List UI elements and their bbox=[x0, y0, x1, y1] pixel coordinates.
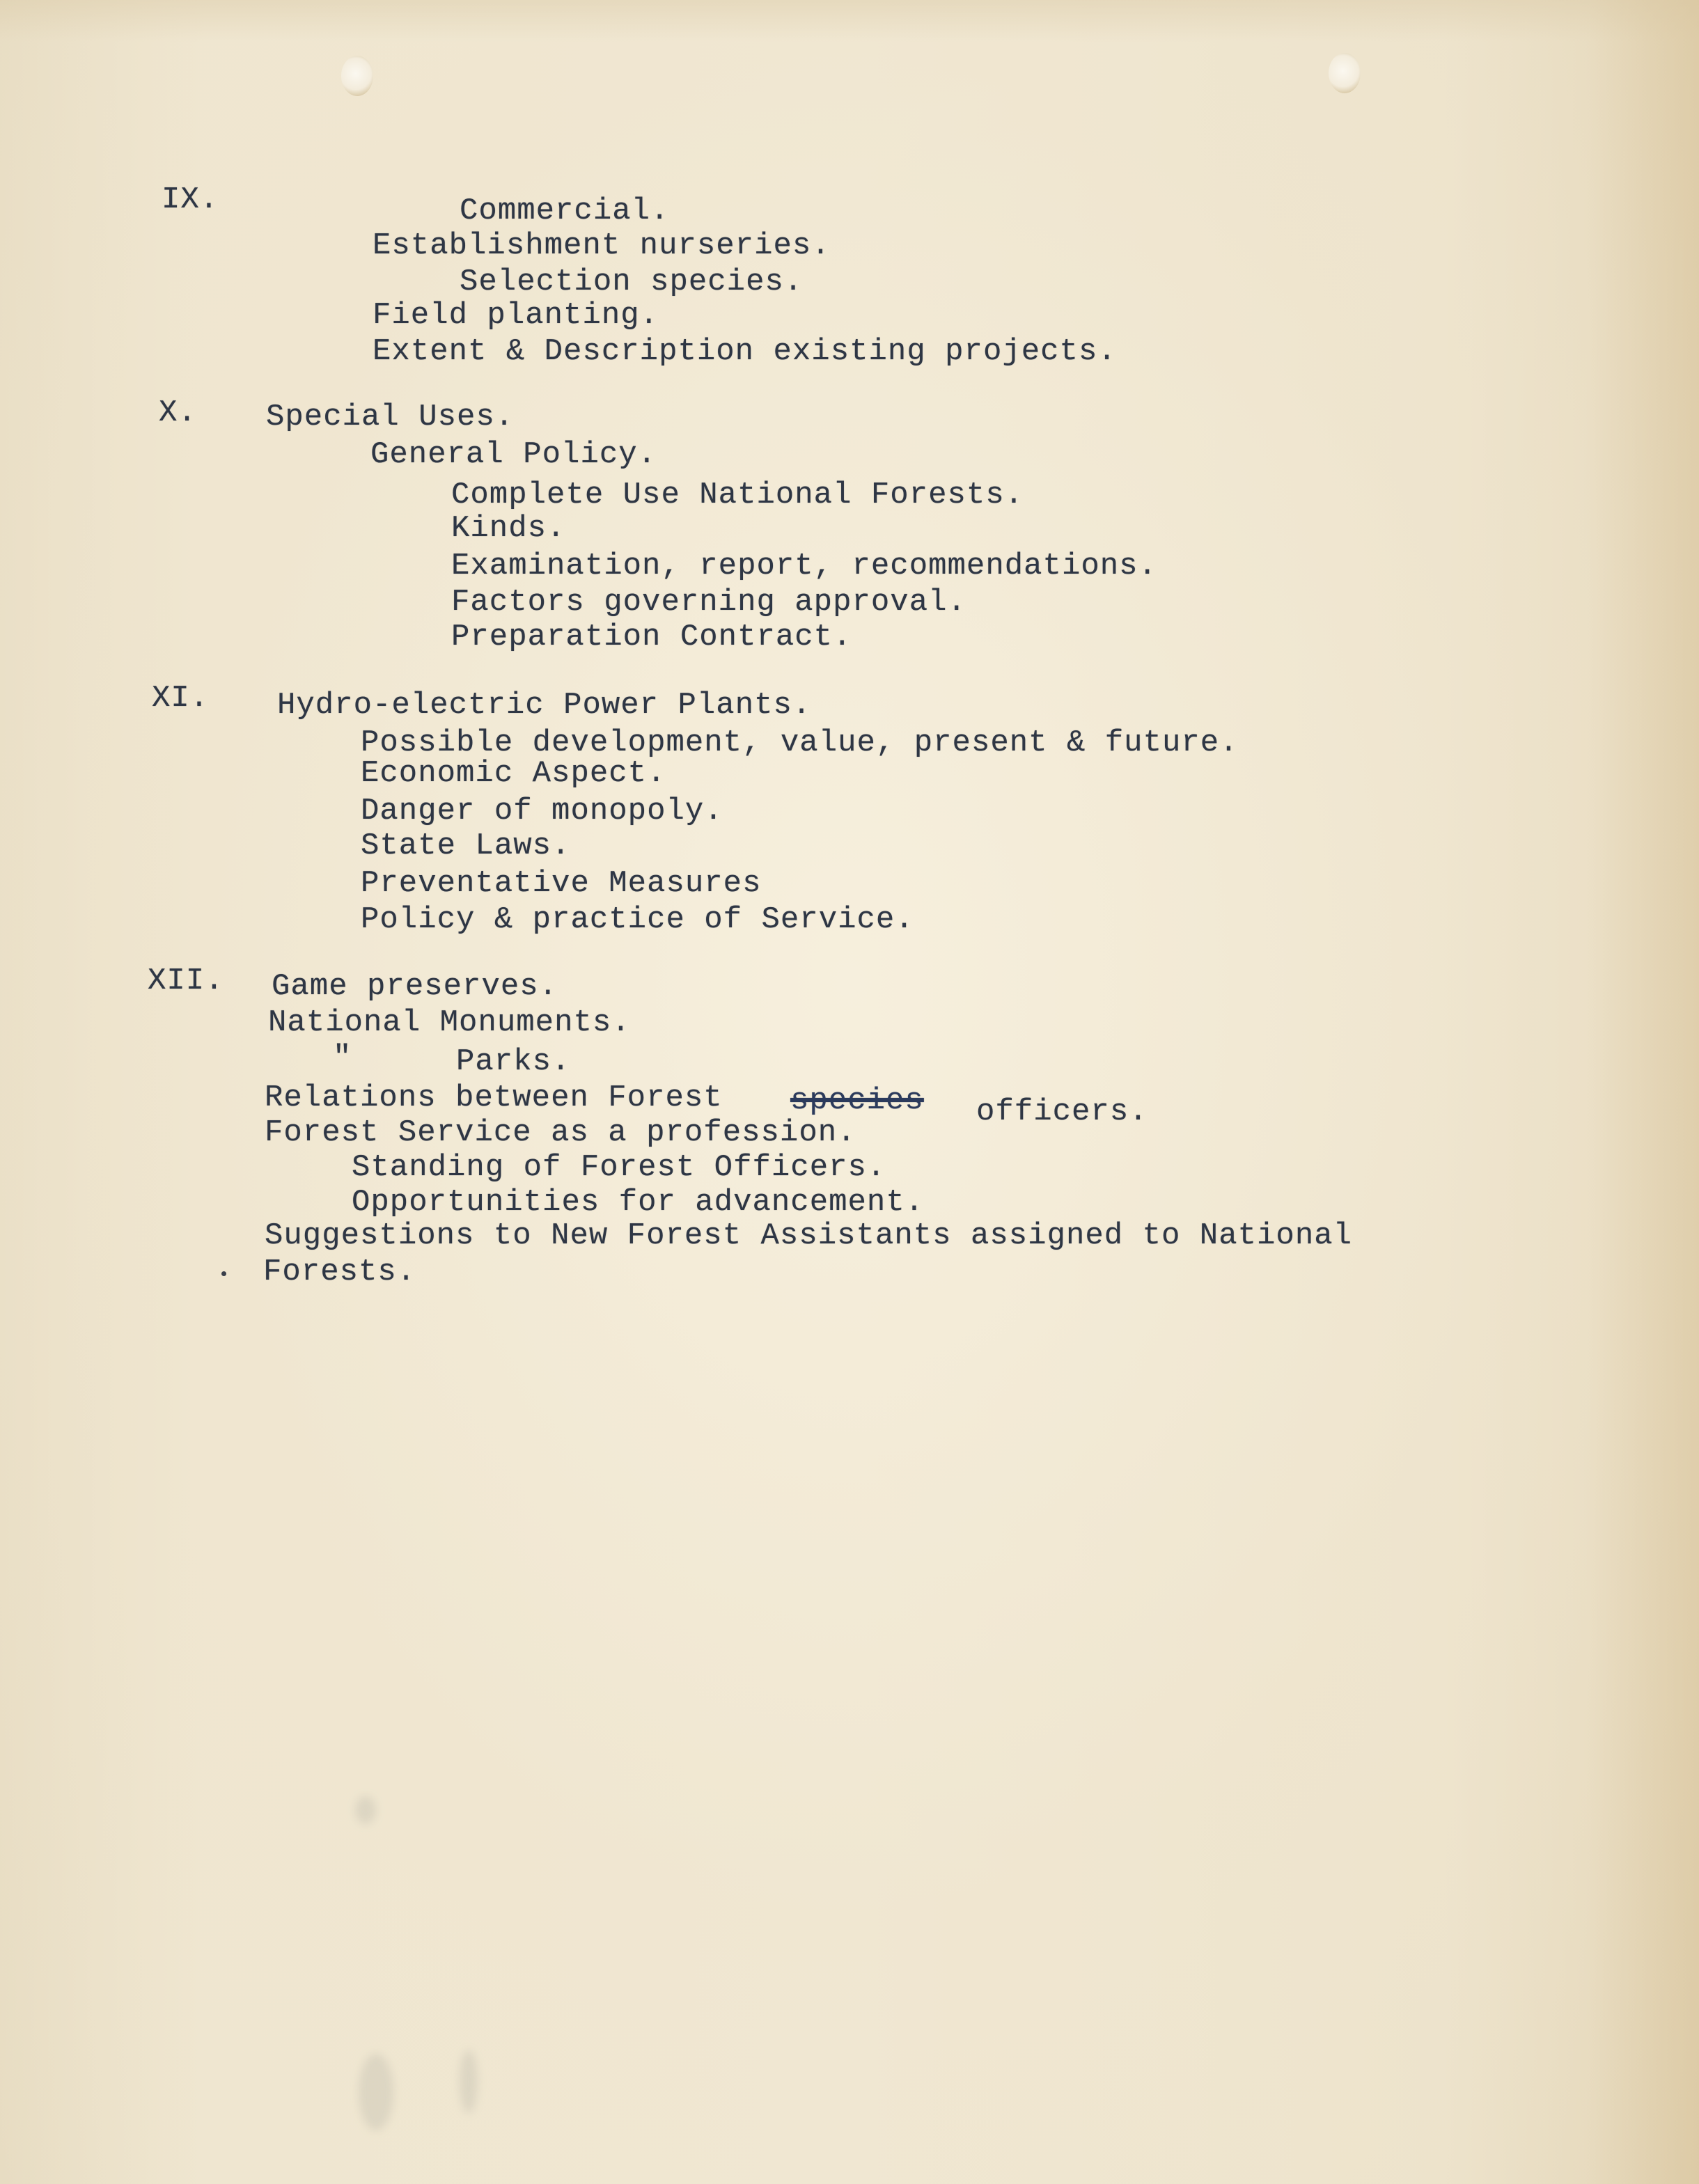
outline-item: Hydro-electric Power Plants. bbox=[277, 688, 812, 723]
punch-hole bbox=[341, 56, 373, 96]
outline-item: Kinds. bbox=[451, 511, 566, 546]
punch-hole bbox=[1329, 53, 1361, 93]
outline-item: Possible development, value, present & future. bbox=[361, 725, 1239, 760]
outline-item: State Laws. bbox=[361, 828, 571, 863]
ink-stain bbox=[359, 2054, 393, 2130]
outline-item: officers. bbox=[976, 1094, 1148, 1129]
paper-edge-shading bbox=[0, 0, 1699, 42]
outline-item: Commercial. bbox=[460, 194, 670, 228]
outline-item: Factors governing approval. bbox=[451, 585, 966, 620]
ink-stain bbox=[355, 1796, 376, 1824]
outline-item: Forest Service as a profession. bbox=[265, 1115, 856, 1150]
ink-stain bbox=[460, 2050, 478, 2113]
outline-item: Extent & Description existing projects. bbox=[373, 334, 1117, 369]
outline-item: Standing of Forest Officers. bbox=[352, 1150, 886, 1185]
outline-item: General Policy. bbox=[370, 437, 657, 472]
section-numeral: XI. bbox=[152, 681, 210, 716]
outline-item: Forests. bbox=[263, 1255, 416, 1289]
bullet-dot bbox=[221, 1271, 226, 1276]
outline-item: Establishment nurseries. bbox=[373, 228, 831, 263]
outline-item: Selection species. bbox=[460, 265, 804, 299]
outline-item: Economic Aspect. bbox=[361, 756, 666, 791]
outline-item: Danger of monopoly. bbox=[361, 794, 723, 828]
outline-item: Parks. bbox=[456, 1044, 571, 1079]
outline-item: Special Uses. bbox=[266, 400, 515, 434]
outline-item: Field planting. bbox=[373, 298, 659, 333]
outline-item: Suggestions to New Forest Assistants assigned to National bbox=[265, 1218, 1353, 1253]
outline-item: Preparation Contract. bbox=[451, 620, 852, 654]
outline-item: Game preserves. bbox=[272, 969, 558, 1004]
outline-item: Examination, report, recommendations. bbox=[451, 549, 1157, 583]
paper-edge-shading bbox=[1588, 0, 1699, 2184]
ditto-mark: " bbox=[333, 1040, 352, 1075]
outline-item: Relations between Forest bbox=[265, 1081, 723, 1115]
section-numeral: IX. bbox=[162, 182, 219, 217]
outline-item: Opportunities for advancement. bbox=[352, 1185, 925, 1220]
outline-item: Preventative Measures bbox=[361, 866, 762, 901]
outline-item: Complete Use National Forests. bbox=[451, 478, 1024, 512]
section-numeral: X. bbox=[159, 395, 197, 430]
outline-item: National Monuments. bbox=[268, 1005, 631, 1040]
struck-word: species bbox=[790, 1083, 924, 1118]
outline-item: Policy & practice of Service. bbox=[361, 902, 914, 937]
section-numeral: XII. bbox=[148, 964, 224, 998]
